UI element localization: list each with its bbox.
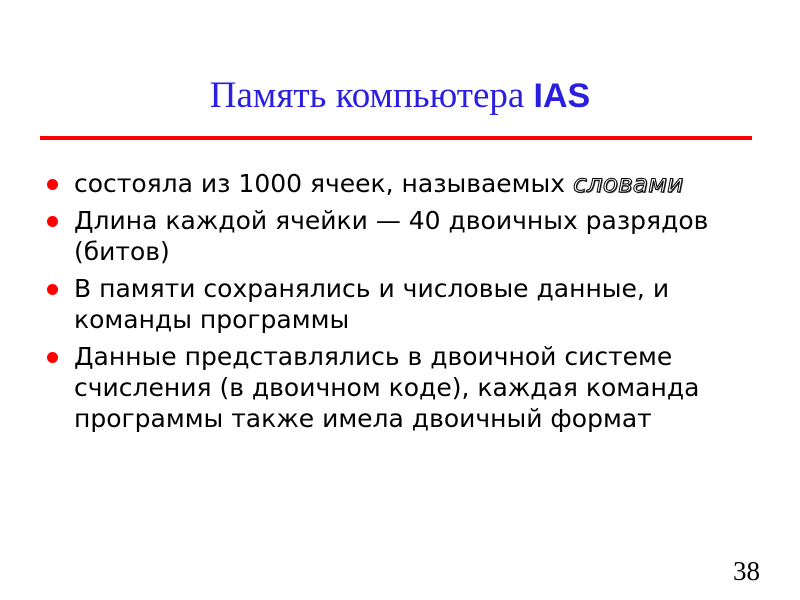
bullet-text: В памяти сохранялись и числовые данные, и команды программы: [74, 274, 670, 334]
bullet-text: Длина каждой ячейки — 40 двоичных разрядов (битов): [74, 206, 709, 266]
bullet-item: [44, 205, 764, 267]
bullet-item: [44, 168, 764, 199]
bullet-item: [44, 341, 764, 434]
bullet-list: [44, 168, 764, 440]
title-divider: [40, 136, 752, 140]
bullet-emphasis: словами: [573, 169, 684, 198]
bullet-dot-icon: [47, 284, 58, 295]
bullet-text: Данные представлялись в двоичной системе счисления (в двоичном коде), каждая команда программы также имела двоичный формат: [74, 342, 700, 433]
bullet-dot-icon: [47, 179, 58, 190]
slide-title: [0, 74, 800, 118]
slide-title-main: Память компьютера: [209, 75, 525, 116]
bullet-dot-icon: [47, 216, 58, 227]
bullet-dot-icon: [47, 352, 58, 363]
slide-title-suffix: IAS: [533, 77, 591, 115]
page-number: 38: [733, 556, 760, 586]
bullet-text: состояла из 1000 ячеек, называемых: [74, 169, 574, 198]
bullet-item: [44, 273, 764, 335]
